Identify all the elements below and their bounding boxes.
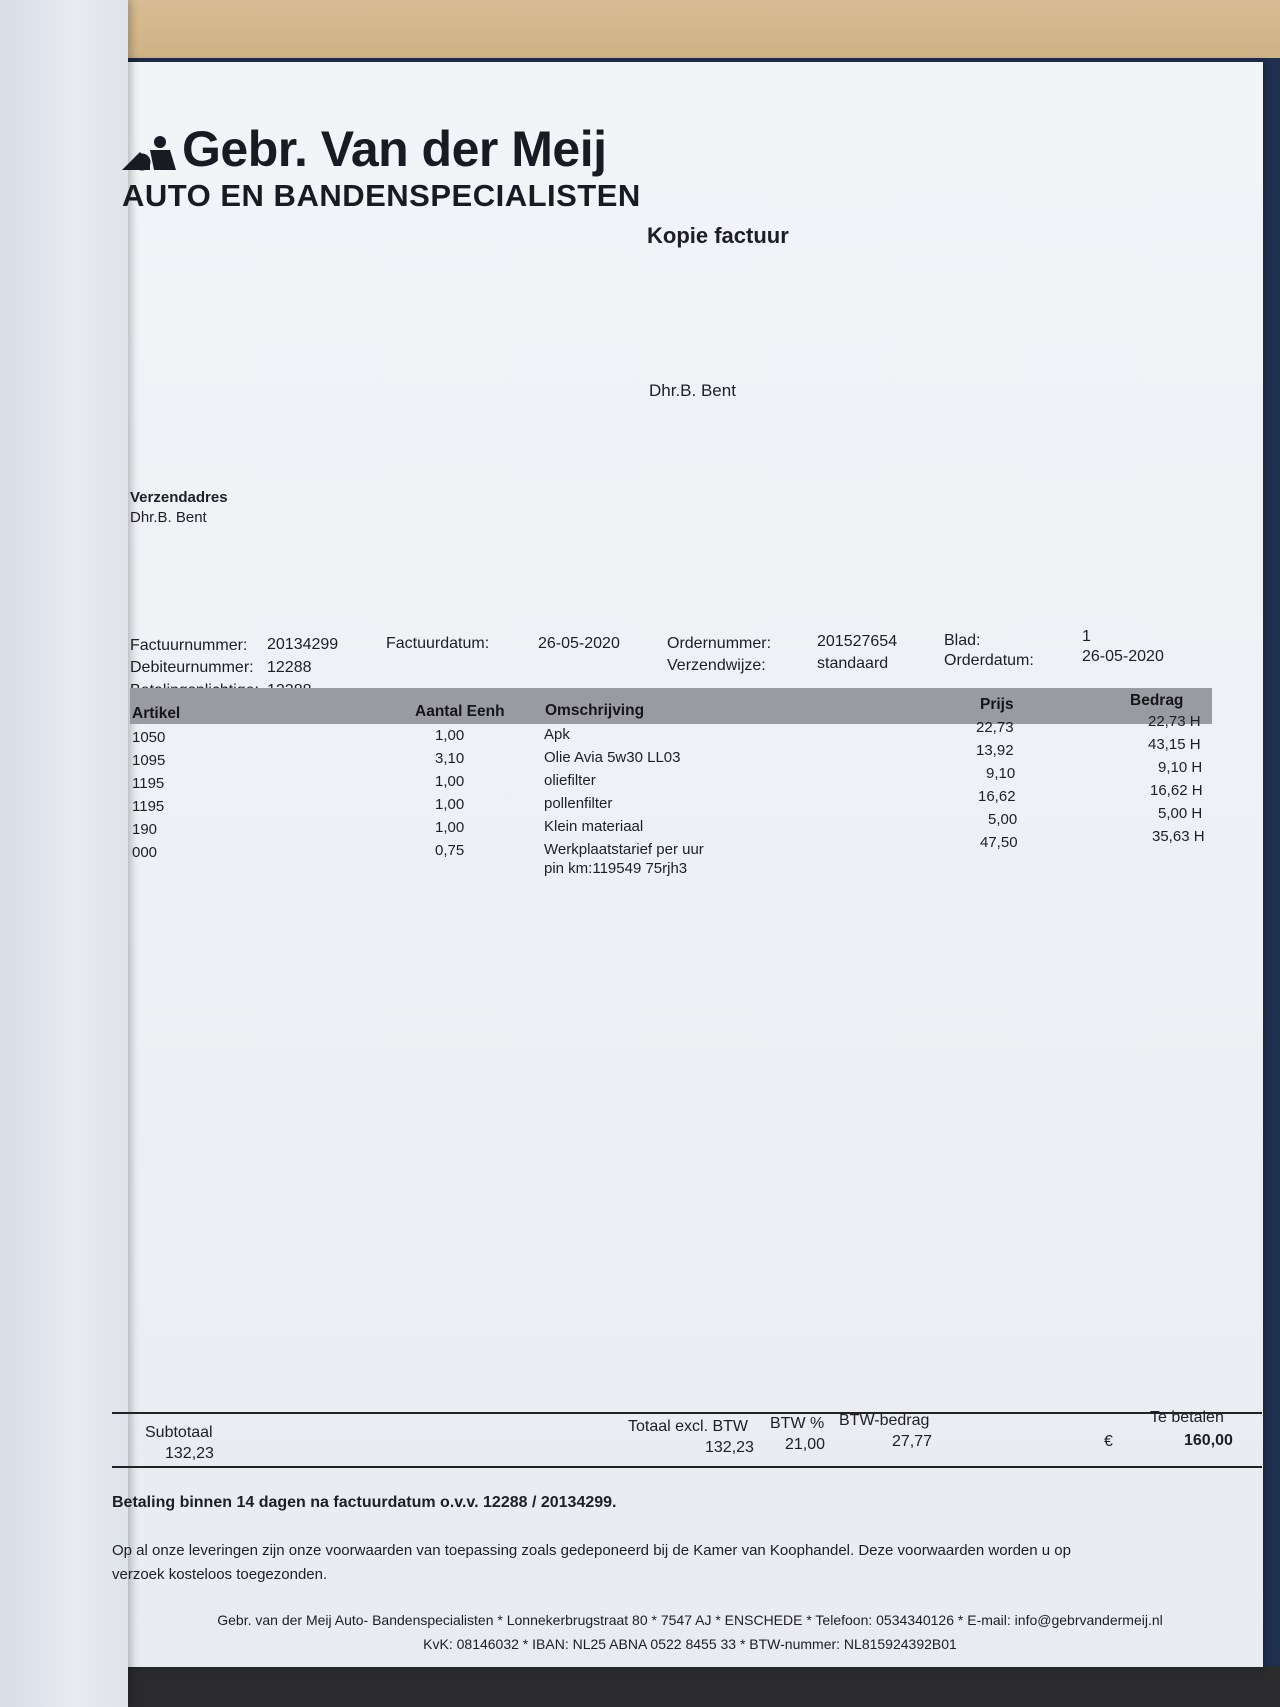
invoice-date: 26-05-2020	[538, 635, 620, 652]
payment-terms: Betaling binnen 14 dagen na factuurdatum o.v.v. 12288 / 20134299.	[112, 1494, 617, 1511]
company-name: Gebr. Van der Meij	[182, 121, 607, 177]
vat-amount-value: 27,77	[892, 1433, 933, 1450]
subtotal-value: 132,23	[165, 1445, 214, 1462]
row-description: oliefilter	[544, 772, 596, 789]
table-note: pin km:119549 75rjh3	[544, 860, 688, 877]
shipping-method-label: Verzendwijze:	[667, 657, 766, 674]
conditions-text-continued: verzoek kosteloos toegezonden.	[112, 1566, 328, 1583]
row-amount: 35,63 H	[1152, 828, 1205, 845]
row-description: Olie Avia 5w30 LL03	[544, 749, 681, 766]
row-price: 9,10	[986, 765, 1016, 782]
invoice-number: 20134299	[267, 636, 339, 653]
debtor-number: 12288	[267, 659, 312, 676]
document-title: Kopie factuur	[647, 223, 789, 248]
row-price: 16,62	[978, 788, 1016, 805]
totals-top-rule	[112, 1412, 1262, 1414]
row-quantity: 1,00	[435, 796, 465, 813]
row-description: pollenfilter	[544, 795, 613, 812]
row-article: 1195	[132, 775, 165, 792]
vat-percent-value: 21,00	[785, 1436, 826, 1453]
row-amount: 22,73 H	[1148, 713, 1201, 730]
debtor-number-label: Debiteurnummer:	[130, 659, 254, 676]
row-article: 1195	[132, 798, 165, 815]
row-price: 22,73	[976, 719, 1014, 736]
header-amount: Bedrag	[1130, 692, 1184, 709]
shipping-address-label: Verzendadres	[130, 489, 228, 506]
page-number: 1	[1082, 628, 1091, 645]
row-article: 000	[132, 844, 158, 861]
to-pay-label: Te betalen	[1150, 1409, 1224, 1426]
order-number: 201527654	[817, 633, 898, 650]
invoice-number-label: Factuurnummer:	[130, 637, 248, 654]
conditions-text: Op al onze leveringen zijn onze voorwaarden van toepassing zoals gedeponeerd bij de Kamer van Koophandel. Deze voorwaarden worden u op	[112, 1542, 1071, 1559]
row-quantity: 1,00	[435, 727, 465, 744]
row-quantity: 1,00	[435, 819, 465, 836]
row-article: 1050	[132, 729, 166, 746]
header-description: Omschrijving	[545, 702, 645, 719]
order-date-label: Orderdatum:	[944, 652, 1034, 669]
header-article: Artikel	[132, 705, 181, 722]
folder-bottom-edge	[0, 1665, 1280, 1707]
row-article: 190	[132, 821, 158, 838]
row-description: Werkplaatstarief per uur	[544, 841, 704, 858]
row-amount: 9,10 H	[1158, 759, 1203, 776]
shipping-method: standaard	[817, 655, 889, 672]
row-amount: 5,00 H	[1158, 805, 1203, 822]
shipping-address-name: Dhr.B. Bent	[130, 509, 207, 526]
totals-bottom-rule	[112, 1466, 1262, 1468]
order-number-label: Ordernummer:	[667, 635, 772, 652]
header-price: Prijs	[980, 696, 1014, 713]
header-quantity: Aantal Eenh	[415, 703, 505, 720]
row-description: Klein materiaal	[544, 818, 644, 835]
page-label: Blad:	[944, 632, 981, 649]
table-row	[0, 782, 1280, 818]
invoice-date-label: Factuurdatum:	[386, 635, 490, 652]
recipient-name: Dhr.B. Bent	[649, 381, 736, 400]
subtotal-label: Subtotaal	[145, 1424, 213, 1441]
row-description: Apk	[544, 726, 570, 743]
items-table-header	[130, 688, 1212, 724]
vat-percent-label: BTW %	[770, 1415, 825, 1432]
excl-vat-value: 132,23	[705, 1439, 754, 1456]
row-article: 1095	[132, 752, 166, 769]
row-price: 47,50	[980, 834, 1018, 851]
excl-vat-label: Totaal excl. BTW	[628, 1418, 749, 1435]
order-date: 26-05-2020	[1082, 648, 1164, 665]
row-price: 13,92	[976, 742, 1014, 759]
footer-address: Gebr. van der Meij Auto- Bandenspecialisten * Lonnekerbrugstraat 80 * 7547 AJ * ENSCHEDE * Telefoon: 0534340126 * E-mail: info@gebrvandermeij.nl	[217, 1612, 1163, 1628]
vat-amount-label: BTW-bedrag	[839, 1412, 930, 1429]
currency-symbol: €	[1104, 1433, 1113, 1450]
row-amount: 16,62 H	[1150, 782, 1203, 799]
to-pay-value: 160,00	[1184, 1432, 1233, 1449]
tire-mechanic-icon	[120, 132, 178, 172]
footer-registration: KvK: 08146032 * IBAN: NL25 ABNA 0522 8455 33 * BTW-nummer: NL815924392B01	[423, 1636, 957, 1652]
row-amount: 43,15 H	[1148, 736, 1201, 753]
row-quantity: 0,75	[435, 842, 465, 859]
row-quantity: 3,10	[435, 750, 465, 767]
company-tagline: AUTO EN BANDENSPECIALISTEN	[122, 178, 641, 213]
row-price: 5,00	[988, 811, 1018, 828]
row-quantity: 1,00	[435, 773, 465, 790]
